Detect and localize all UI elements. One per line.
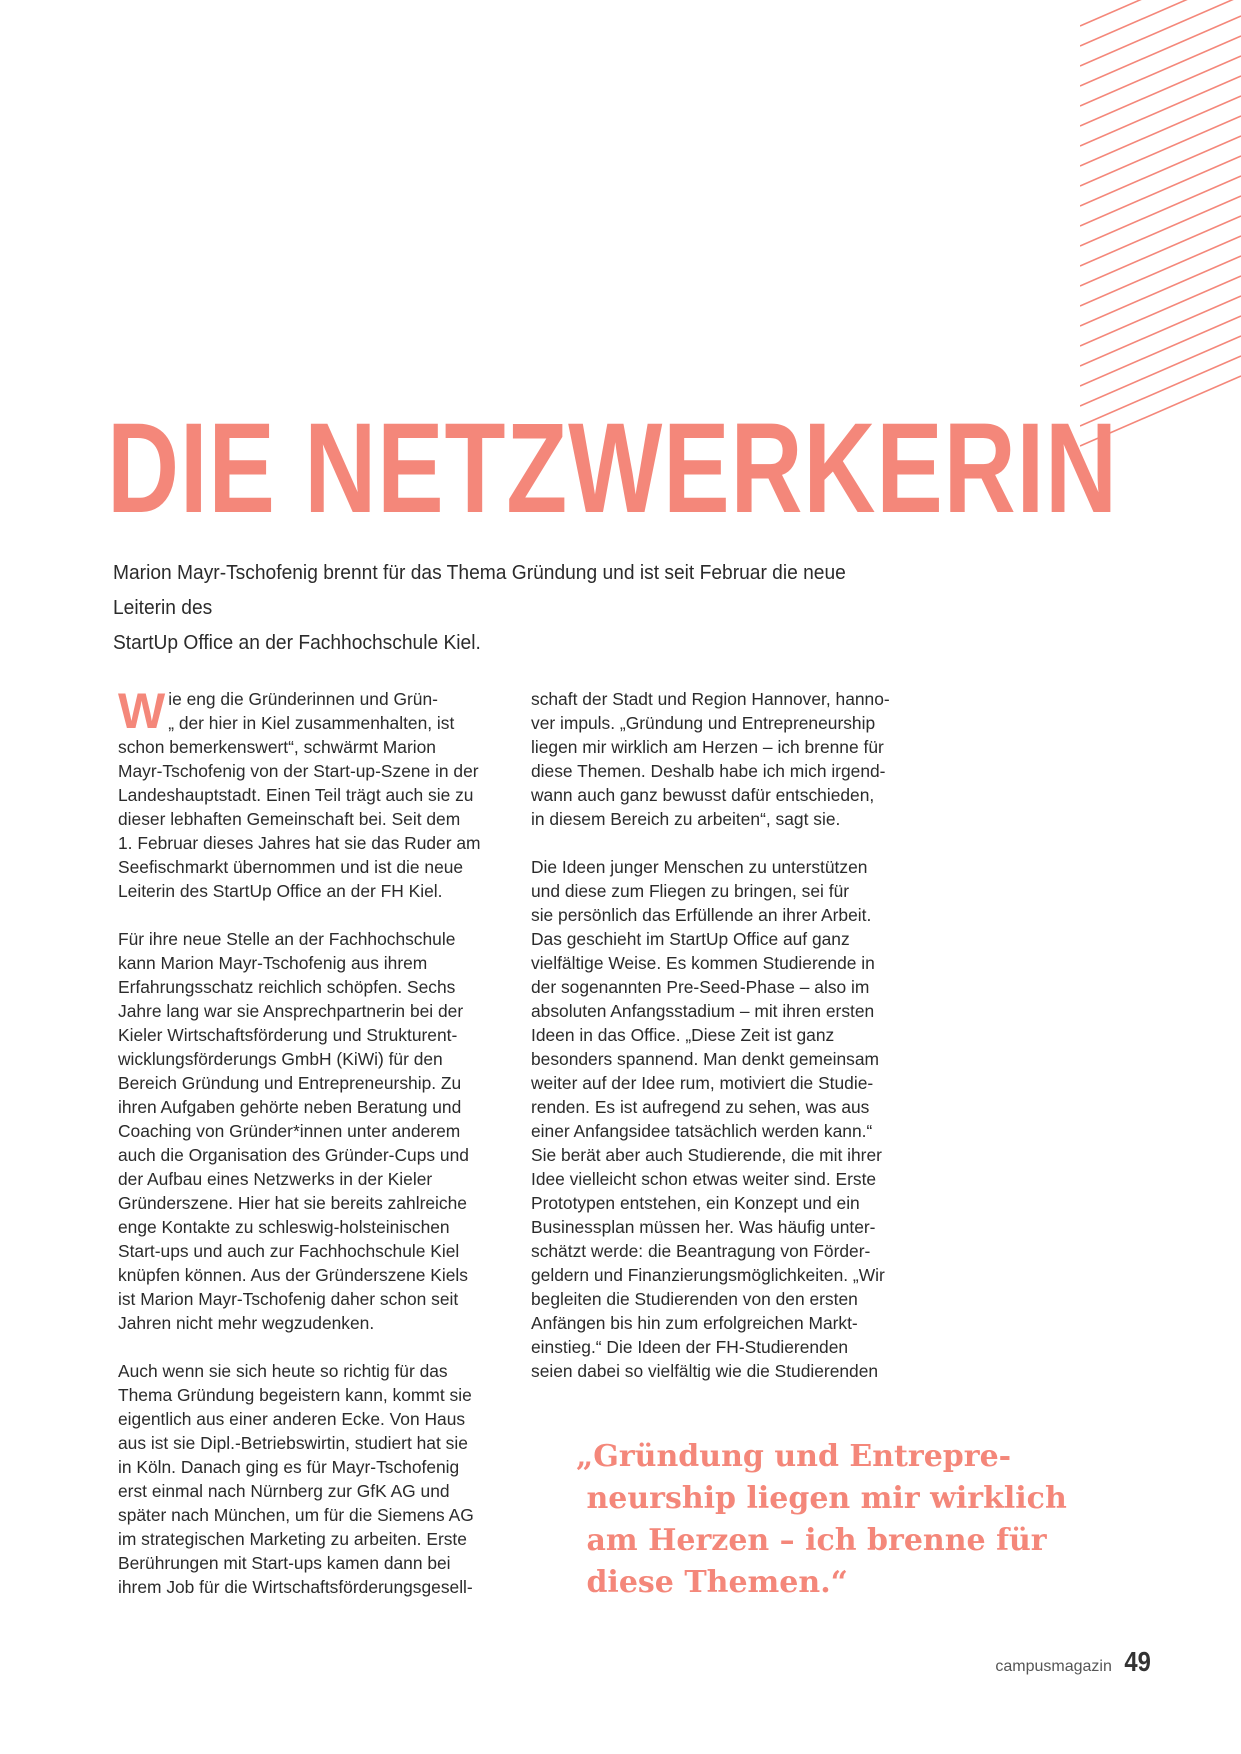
text-line: weiter auf der Idee rum, motiviert die Studie- — [531, 1073, 874, 1093]
stripe-line — [1080, 156, 1241, 226]
stripe-line — [1080, 196, 1241, 266]
text-line: ihrem Job für die Wirtschaftsförderungsgesell- — [118, 1577, 473, 1597]
pull-quote-line: diese Themen.“ — [576, 1565, 848, 1600]
text-line: in diesem Bereich zu arbeiten“, sagt sie. — [531, 809, 841, 829]
text-line: Seefischmarkt übernommen und ist die neue — [118, 857, 464, 877]
text-line: vielfältige Weise. Es kommen Studierende in — [531, 953, 875, 973]
text-line: begleiten die Studierenden von den ersten — [531, 1289, 858, 1309]
stripe-line — [1080, 136, 1241, 206]
text-line: schätzt werde: die Beantragung von Förder- — [531, 1241, 871, 1261]
text-line: ie eng die Gründerinnen und Grün- — [168, 689, 438, 709]
stripe-line — [1080, 256, 1241, 326]
stripe-line — [1080, 116, 1241, 186]
text-line: Ideen in das Office. „Diese Zeit ist ganz — [531, 1025, 835, 1045]
text-line: ist Marion Mayr-Tschofenig daher schon seit — [118, 1289, 459, 1309]
text-line: geldern und Finanzierungsmöglichkeiten. „Wir — [531, 1265, 885, 1285]
pull-quote-line: neurship liegen mir wirklich — [576, 1481, 1067, 1516]
text-line: Berührungen mit Start-ups kamen dann bei — [118, 1553, 451, 1573]
text-line: kann Marion Mayr-Tschofenig aus ihrem — [118, 953, 428, 973]
text-line: im strategischen Marketing zu arbeiten. Erste — [118, 1529, 467, 1549]
text-line: wann auch ganz bewusst dafür entschieden, — [531, 785, 875, 805]
stripe-line — [1080, 236, 1241, 306]
article-title: DIE NETZWERKERIN — [107, 397, 1118, 540]
stripe-line — [1080, 36, 1241, 106]
text-line: enge Kontakte zu schleswig-holsteinischen — [118, 1217, 450, 1237]
stripe-line — [1080, 0, 1241, 66]
text-line: aus ist sie Dipl.-Betriebswirtin, studiert hat sie — [118, 1433, 468, 1453]
text-line: Bereich Gründung und Entrepreneurship. Zu — [118, 1073, 462, 1093]
text-line: in Köln. Danach ging es für Mayr-Tschofenig — [118, 1457, 460, 1477]
text-line: sie persönlich das Erfüllende an ihrer Arbeit. — [531, 905, 872, 925]
text-line: absoluten Anfangsstadium – mit ihren ersten — [531, 1001, 875, 1021]
text-line: Start-ups und auch zur Fachhochschule Kiel — [118, 1241, 460, 1261]
text-line: erst einmal nach Nürnberg zur GfK AG und — [118, 1481, 450, 1501]
text-line: Coaching von Gründer*innen unter anderem — [118, 1121, 461, 1141]
body-column-right — [531, 687, 923, 1407]
text-line: Anfängen bis hin zum erfolgreichen Markt- — [531, 1313, 858, 1333]
pull-quote-line: am Herzen – ich brenne für — [576, 1523, 1047, 1558]
text-line: einer Anfangsidee tatsächlich werden kann.“ — [531, 1121, 873, 1141]
stripe-line — [1080, 296, 1241, 366]
stripe-line — [1080, 316, 1241, 386]
text-line: besonders spannend. Man denkt gemeinsam — [531, 1049, 880, 1069]
body-paragraph — [531, 687, 923, 831]
text-line: ver impuls. „Gründung und Entrepreneurship — [531, 713, 876, 733]
text-line: später nach München, um für die Siemens AG — [118, 1505, 474, 1525]
stripe-line — [1080, 176, 1241, 246]
text-line: knüpfen können. Aus der Gründerszene Kiels — [118, 1265, 468, 1285]
text-line: Sie berät aber auch Studierende, die mit ihrer — [531, 1145, 882, 1165]
text-line: seien dabei so vielfältig wie die Studierenden — [531, 1361, 879, 1381]
body-paragraph — [118, 927, 510, 1335]
pull-quote-line: „Gründung und Entrepre- — [576, 1439, 1012, 1474]
page-footer — [995, 1646, 1153, 1678]
stripe-line — [1080, 56, 1241, 126]
text-line: der sogenannten Pre-Seed-Phase – also im — [531, 977, 870, 997]
text-line: dieser lebhaften Gemeinschaft bei. Seit dem — [118, 809, 461, 829]
magazine-name: campusmagazin — [995, 1658, 1112, 1675]
text-line: Idee vielleicht schon etwas weiter sind. Erste — [531, 1169, 877, 1189]
stripe-line — [1080, 276, 1241, 346]
drop-cap: W — [118, 683, 166, 739]
text-line: Kieler Wirtschaftsförderung und Strukturent- — [118, 1025, 458, 1045]
body-paragraph — [118, 1359, 510, 1599]
text-line: Prototypen entstehen, ein Konzept und ein — [531, 1193, 860, 1213]
stripe-line — [1080, 216, 1241, 286]
text-line: schaft der Stadt und Region Hannover, hanno- — [531, 689, 890, 709]
stripe-line — [1080, 336, 1241, 406]
text-line: renden. Es ist aufregend zu sehen, was aus — [531, 1097, 870, 1117]
text-line: Auch wenn sie sich heute so richtig für das — [118, 1361, 448, 1381]
text-line: Businessplan müssen her. Was häufig unter- — [531, 1217, 876, 1237]
text-line: Jahren nicht mehr wegzudenken. — [118, 1313, 375, 1333]
stripe-line — [1080, 16, 1241, 86]
pull-quote — [576, 1436, 1196, 1604]
text-line: diese Themen. Deshalb habe ich mich irgend- — [531, 761, 886, 781]
text-line: Mayr-Tschofenig von der Start-up-Szene in der — [118, 761, 479, 781]
stripe-line — [1080, 76, 1241, 146]
article-lead — [113, 556, 900, 661]
text-line: Erfahrungsschatz reichlich schöpfen. Sechs — [118, 977, 456, 997]
text-line: wicklungsförderungs GmbH (KiWi) für den — [118, 1049, 443, 1069]
text-line: 1. Februar dieses Jahres hat sie das Ruder am — [118, 833, 481, 853]
decorative-stripes — [1080, 0, 1241, 460]
text-line: eigentlich aus einer anderen Ecke. Von Haus — [118, 1409, 466, 1429]
lead-line: Marion Mayr-Tschofenig brennt für das Thema Gründung und ist seit Februar die neue Leiterin des — [113, 562, 846, 619]
text-line: der Aufbau eines Netzwerks in der Kieler — [118, 1169, 433, 1189]
body-paragraph — [531, 855, 923, 1383]
text-line: einstieg.“ Die Ideen der FH-Studierenden — [531, 1337, 849, 1357]
text-line: und diese zum Fliegen zu bringen, sei für — [531, 881, 850, 901]
text-line: Leiterin des StartUp Office an der FH Kiel. — [118, 881, 443, 901]
lead-line: StartUp Office an der Fachhochschule Kiel. — [113, 632, 481, 654]
text-line: Für ihre neue Stelle an der Fachhochschule — [118, 929, 456, 949]
stripe-line — [1080, 0, 1241, 26]
text-line: schon bemerkenswert“, schwärmt Marion — [118, 737, 436, 757]
body-column-left — [118, 683, 510, 1623]
text-line: ihren Aufgaben gehörte neben Beratung und — [118, 1097, 462, 1117]
text-line: „ der hier in Kiel zusammenhalten, ist — [168, 713, 455, 733]
text-line: Jahre lang war sie Ansprechpartnerin bei der — [118, 1001, 464, 1021]
text-line: liegen mir wirklich am Herzen – ich brenne für — [531, 737, 884, 757]
body-paragraph — [118, 683, 510, 903]
text-line: Landeshauptstadt. Einen Teil trägt auch sie zu — [118, 785, 474, 805]
text-line: Die Ideen junger Menschen zu unterstützen — [531, 857, 868, 877]
text-line: Gründerszene. Hier hat sie bereits zahlreiche — [118, 1193, 467, 1213]
text-line: auch die Organisation des Gründer-Cups und — [118, 1145, 469, 1165]
page-number: 49 — [1124, 1646, 1151, 1677]
text-line: Thema Gründung begeistern kann, kommt sie — [118, 1385, 472, 1405]
stripe-line — [1080, 96, 1241, 166]
text-line: Das geschieht im StartUp Office auf ganz — [531, 929, 850, 949]
